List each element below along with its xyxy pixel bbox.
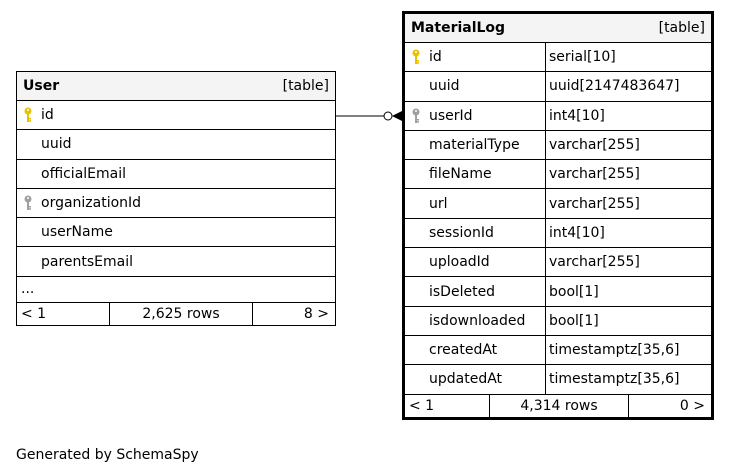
column-row-uuid[interactable] bbox=[405, 72, 711, 101]
column-name-cell bbox=[405, 248, 546, 276]
next-page-link[interactable]: 0 > bbox=[679, 397, 705, 414]
column-type: timestamptz[35,6] bbox=[549, 371, 680, 388]
row-count: 2,625 rows bbox=[109, 303, 253, 325]
column-row-userId[interactable] bbox=[405, 102, 711, 131]
row-count: 4,314 rows bbox=[489, 395, 629, 417]
prev-page-link[interactable]: < 1 bbox=[21, 305, 47, 322]
column-name-cell bbox=[405, 277, 546, 305]
column-name-cell bbox=[405, 189, 546, 217]
column-row-url[interactable] bbox=[405, 189, 711, 218]
zero-cardinality-marker bbox=[384, 112, 392, 120]
column-row-uploadId[interactable] bbox=[405, 248, 711, 277]
table-name[interactable]: User bbox=[23, 78, 60, 94]
column-name-cell bbox=[405, 307, 546, 335]
column-name: id bbox=[429, 49, 442, 66]
column-row-fileName[interactable] bbox=[405, 160, 711, 189]
column-name: isDeleted bbox=[429, 283, 496, 300]
column-name-cell bbox=[405, 72, 546, 100]
generated-by-label: Generated by SchemaSpy bbox=[16, 447, 199, 463]
column-row-userName[interactable] bbox=[17, 218, 335, 247]
column-row-id[interactable] bbox=[17, 101, 335, 130]
more-columns-indicator: ... bbox=[17, 277, 335, 303]
column-name: userName bbox=[41, 224, 113, 241]
column-row-updatedAt[interactable] bbox=[405, 365, 711, 394]
column-type: varchar[255] bbox=[549, 166, 640, 183]
column-name: createdAt bbox=[429, 342, 498, 359]
column-row-createdAt[interactable] bbox=[405, 336, 711, 365]
table-kind: [table] bbox=[282, 78, 329, 94]
column-name: materialType bbox=[429, 137, 520, 154]
column-name: uploadId bbox=[429, 254, 490, 271]
column-type: serial[10] bbox=[549, 49, 616, 66]
column-name: fileName bbox=[429, 166, 492, 183]
foreign-key-icon bbox=[405, 108, 427, 124]
column-row-isdownloaded[interactable] bbox=[405, 307, 711, 336]
column-name: updatedAt bbox=[429, 371, 503, 388]
column-name-cell bbox=[405, 43, 546, 71]
table-kind: [table] bbox=[658, 20, 705, 36]
column-row-organizationId[interactable] bbox=[17, 189, 335, 218]
column-type: varchar[255] bbox=[549, 195, 640, 212]
column-row-uuid[interactable] bbox=[17, 130, 335, 159]
column-name: id bbox=[41, 107, 54, 124]
column-name-cell bbox=[405, 219, 546, 247]
user-table[interactable] bbox=[16, 71, 336, 326]
column-name: organizationId bbox=[41, 195, 142, 212]
primary-key-icon bbox=[17, 107, 39, 123]
column-row-id[interactable] bbox=[405, 43, 711, 72]
column-name: officialEmail bbox=[41, 165, 126, 182]
column-type: uuid[2147483647] bbox=[549, 78, 680, 95]
column-type: int4[10] bbox=[549, 224, 605, 241]
column-name: sessionId bbox=[429, 224, 494, 241]
table-name[interactable]: MaterialLog bbox=[411, 20, 506, 36]
column-type: varchar[255] bbox=[549, 254, 640, 271]
next-page-link[interactable]: 8 > bbox=[303, 305, 329, 322]
column-row-parentsEmail[interactable] bbox=[17, 247, 335, 276]
column-type: int4[10] bbox=[549, 107, 605, 124]
primary-key-icon bbox=[405, 49, 427, 65]
materiallog-table[interactable] bbox=[402, 11, 714, 420]
column-type: bool[1] bbox=[549, 312, 599, 329]
table-footer bbox=[405, 395, 711, 417]
prev-page-link[interactable]: < 1 bbox=[409, 397, 435, 414]
column-name: url bbox=[429, 195, 448, 212]
table-footer bbox=[17, 303, 335, 325]
column-type: varchar[255] bbox=[549, 137, 640, 154]
column-type: bool[1] bbox=[549, 283, 599, 300]
column-row-sessionId[interactable] bbox=[405, 219, 711, 248]
materiallog-table-header[interactable] bbox=[405, 14, 711, 43]
column-row-isDeleted[interactable] bbox=[405, 277, 711, 306]
foreign-key-icon bbox=[17, 195, 39, 211]
column-name-cell bbox=[405, 160, 546, 188]
user-table-header[interactable] bbox=[17, 72, 335, 101]
column-name: userId bbox=[429, 107, 473, 124]
column-name-cell bbox=[405, 131, 546, 159]
column-row-officialEmail[interactable] bbox=[17, 160, 335, 189]
column-name: uuid bbox=[41, 136, 72, 153]
column-type: timestamptz[35,6] bbox=[549, 342, 680, 359]
column-name: isdownloaded bbox=[429, 312, 526, 329]
column-row-materialType[interactable] bbox=[405, 131, 711, 160]
column-name-cell bbox=[405, 102, 546, 130]
column-name: uuid bbox=[429, 78, 460, 95]
column-name: parentsEmail bbox=[41, 253, 134, 270]
column-name-cell bbox=[405, 365, 546, 393]
many-cardinality-marker bbox=[392, 111, 402, 121]
column-name-cell bbox=[405, 336, 546, 364]
